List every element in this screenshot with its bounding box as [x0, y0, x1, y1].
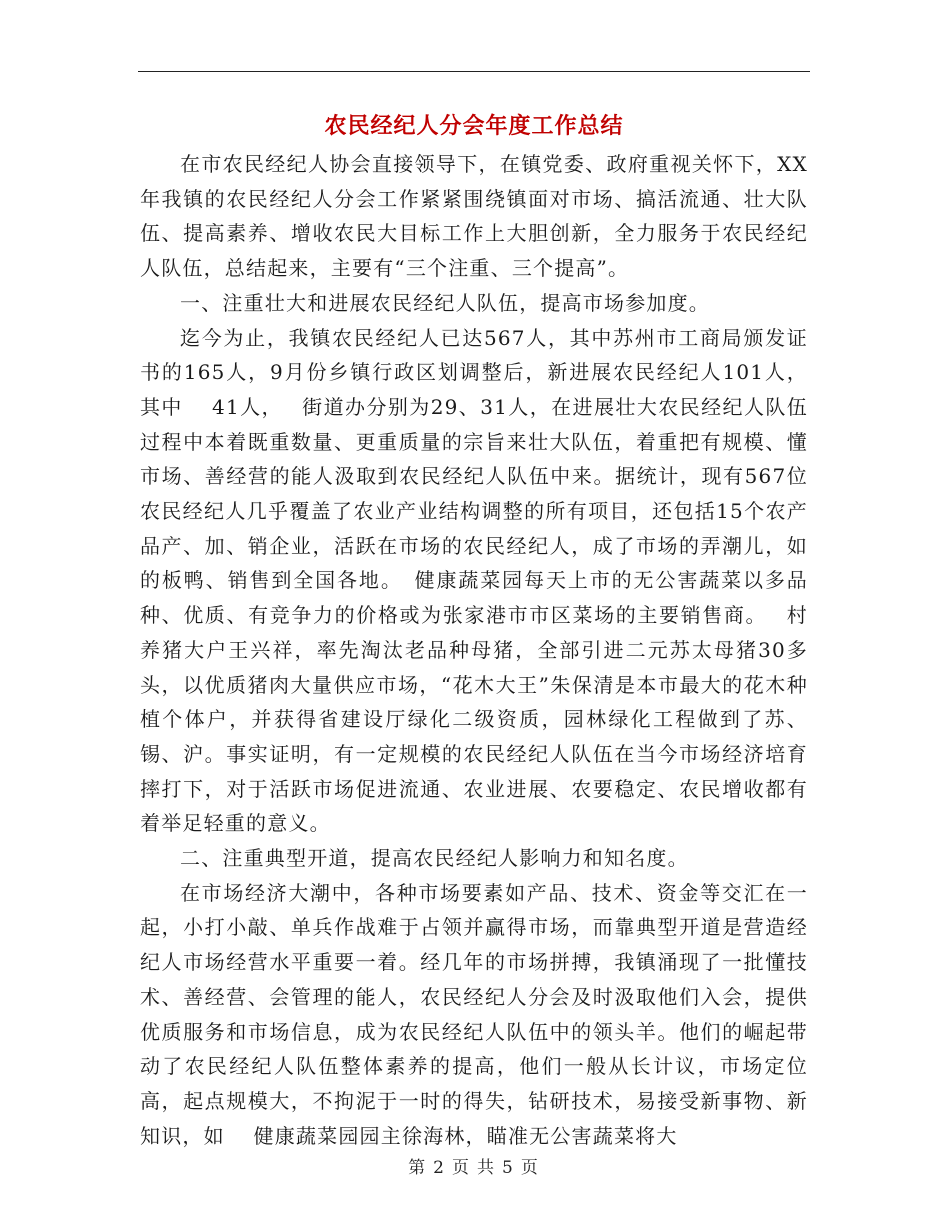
footer-page-word: 页 — [452, 1158, 471, 1178]
footer-total-pages: 5 — [502, 1158, 515, 1178]
header-rule — [138, 71, 810, 72]
footer-total-prefix: 共 — [477, 1158, 496, 1178]
section-heading-2: 二、注重典型开道，提高农民经纪人影响力和知名度。 — [180, 846, 689, 871]
document-title: 农民经纪人分会年度工作总结 — [324, 113, 624, 139]
paragraph-section-2: 在市场经济大潮中，各种市场要素如产品、技术、资金等交汇在一起，小打小敲、单兵作战难于占领并赢得市场，而靠典型开道是营造经纪人市场经营水平重要一着。经几年的市场拼搏，我镇涌现了一批懂技术、善经营、会管理的能人，农民经纪人分会及时汲取他们入会，提供优质服务和市场信息，成为农民经纪人队伍中的领头羊。他们的崛起带动了农民经纪人队伍整体素养的提高，他们一般从长计议，市场定位高，起点规模大，不拘泥于一时的得失，钻研技术，易接受新事物、新知识，如 健康蔬菜园园主徐海林，瞄准无公害蔬菜将大 — [140, 880, 808, 1148]
footer-current-page: 2 — [433, 1158, 446, 1178]
page-footer — [138, 1153, 810, 1178]
footer-suffix: 页 — [520, 1158, 540, 1178]
document-body — [140, 147, 830, 1153]
footer-prefix: 第 — [408, 1158, 428, 1178]
paragraph-section-1: 迄今为止，我镇农民经纪人已达567人，其中苏州市工商局颁发证书的165人，9月份乡镇行政区划调整后，新进展农民经纪人101人，其中 41人， 街道办分别为29、31人，在进展壮大农民经纪人队伍过程中本着既重数量、更重质量的宗旨来壮大队伍，着重把有规模、懂市场、善经营的能人汲取到农民经纪人队伍中来。据统计，现有567位农民经纪人几乎覆盖了农业产业结构调整的所有项目，还包括15个农产品产、加、销企业，活跃在市场的农民经纪人，成了市场的弄潮儿，如 的板鸭、销售到全国各地。 健康蔬菜园每天上市的无公害蔬菜以多品种、优质、有竞争力的价格或为张家港市市区菜场的主要销售商。 村养猪大户王兴祥，率先淘汰老品种母猪，全部引进二元苏太母猪30多头，以优质猪肉大量供应市场，“花木大王”朱保清是本市最大的花木种植个体户，并获得省建设厅绿化二级资质，园林绿化工程做到了苏、锡、沪。事实证明，有一定规模的农民经纪人队伍在当今市场经济培育摔打下，对于活跃市场促进流通、农业进展、农要稳定、农民增收都有着举足轻重的意义。 — [140, 325, 830, 836]
section-heading-1: 一、注重壮大和进展农民经纪人队伍，提高市场参加度。 — [180, 290, 710, 315]
paragraph-intro: 在市农民经纪人协会直接领导下，在镇党委、政府重视关怀下，XX年我镇的农民经纪人分会工作紧紧围绕镇面对市场、搞活流通、壮大队伍、提高素养、增收农民大目标工作上大胆创新，全力服务于农民经纪人队伍，总结起来，主要有“三个注重、三个提高”。 — [140, 152, 808, 281]
